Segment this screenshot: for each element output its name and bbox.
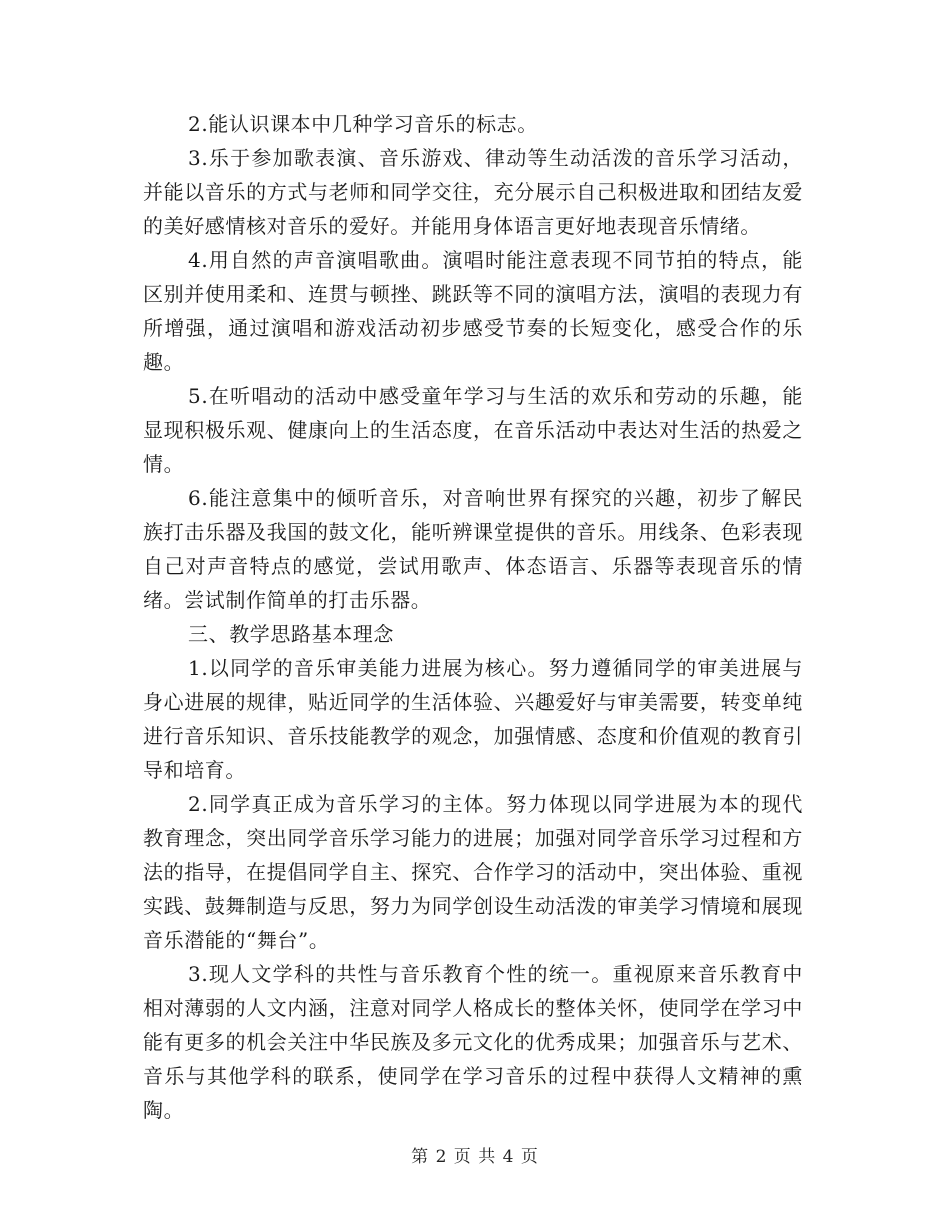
section-heading: 三、教学思路基本理念 xyxy=(188,622,394,646)
paragraph-concept-1: 1.以同学的音乐审美能力进展为核心。努力遵循同学的审美进展与身心进展的规律，贴近同学的生活体验、兴趣爱好与审美需要，转变单纯进行音乐知识、音乐技能教学的观念，加强情感、态度和价值观的教育引导和培育。 xyxy=(143,656,803,782)
paragraph-objective-4: 4.用自然的声音演唱歌曲。演唱时能注意表现不同节拍的特点，能区别并使用柔和、连贯与顿挫、跳跃等不同的演唱方法，演唱的表现力有所增强，通过演唱和游戏活动初步感受节奏的长短变化，感受合作的乐趣。 xyxy=(143,248,803,374)
paragraph-objective-2: 2.能认识课本中几种学习音乐的标志。 xyxy=(188,112,538,136)
paragraph-objective-3: 3.乐于参加歌表演、音乐游戏、律动等生动活泼的音乐学习活动，并能以音乐的方式与老师和同学交往，充分展示自己积极进取和团结友爱的美好感情核对音乐的爱好。并能用身体语言更好地表现音乐情绪。 xyxy=(143,146,803,238)
document-body xyxy=(143,107,803,1127)
page-footer: 第 2 页 共 4 页 xyxy=(411,1147,539,1167)
paragraph-objective-6: 6.能注意集中的倾听音乐，对音响世界有探究的兴趣，初步了解民族打击乐器及我国的鼓文化，能听辨课堂提供的音乐。用线条、色彩表现自己对声音特点的感觉，尝试用歌声、体态语言、乐器等表现音乐的情绪。尝试制作简单的打击乐器。 xyxy=(143,486,803,612)
paragraph-objective-5: 5.在听唱动的活动中感受童年学习与生活的欢乐和劳动的乐趣，能显现积极乐观、健康向上的生活态度，在音乐活动中表达对生活的热爱之情。 xyxy=(143,384,803,476)
paragraph-concept-3: 3.现人文学科的共性与音乐教育个性的统一。重视原来音乐教育中相对薄弱的人文内涵，注意对同学人格成长的整体关怀，使同学在学习中能有更多的机会关注中华民族及多元文化的优秀成果；加强音乐与艺术、音乐与其他学科的联系，使同学在学习音乐的过程中获得人文精神的熏陶。 xyxy=(143,962,803,1122)
paragraph-concept-2: 2.同学真正成为音乐学习的主体。努力体现以同学进展为本的现代教育理念，突出同学音乐学习能力的进展；加强对同学音乐学习过程和方法的指导，在提倡同学自主、探究、合作学习的活动中，突出体验、重视实践、鼓舞制造与反思，努力为同学创设生动活泼的审美学习情境和展现音乐潜能的“舞台”。 xyxy=(143,792,803,952)
